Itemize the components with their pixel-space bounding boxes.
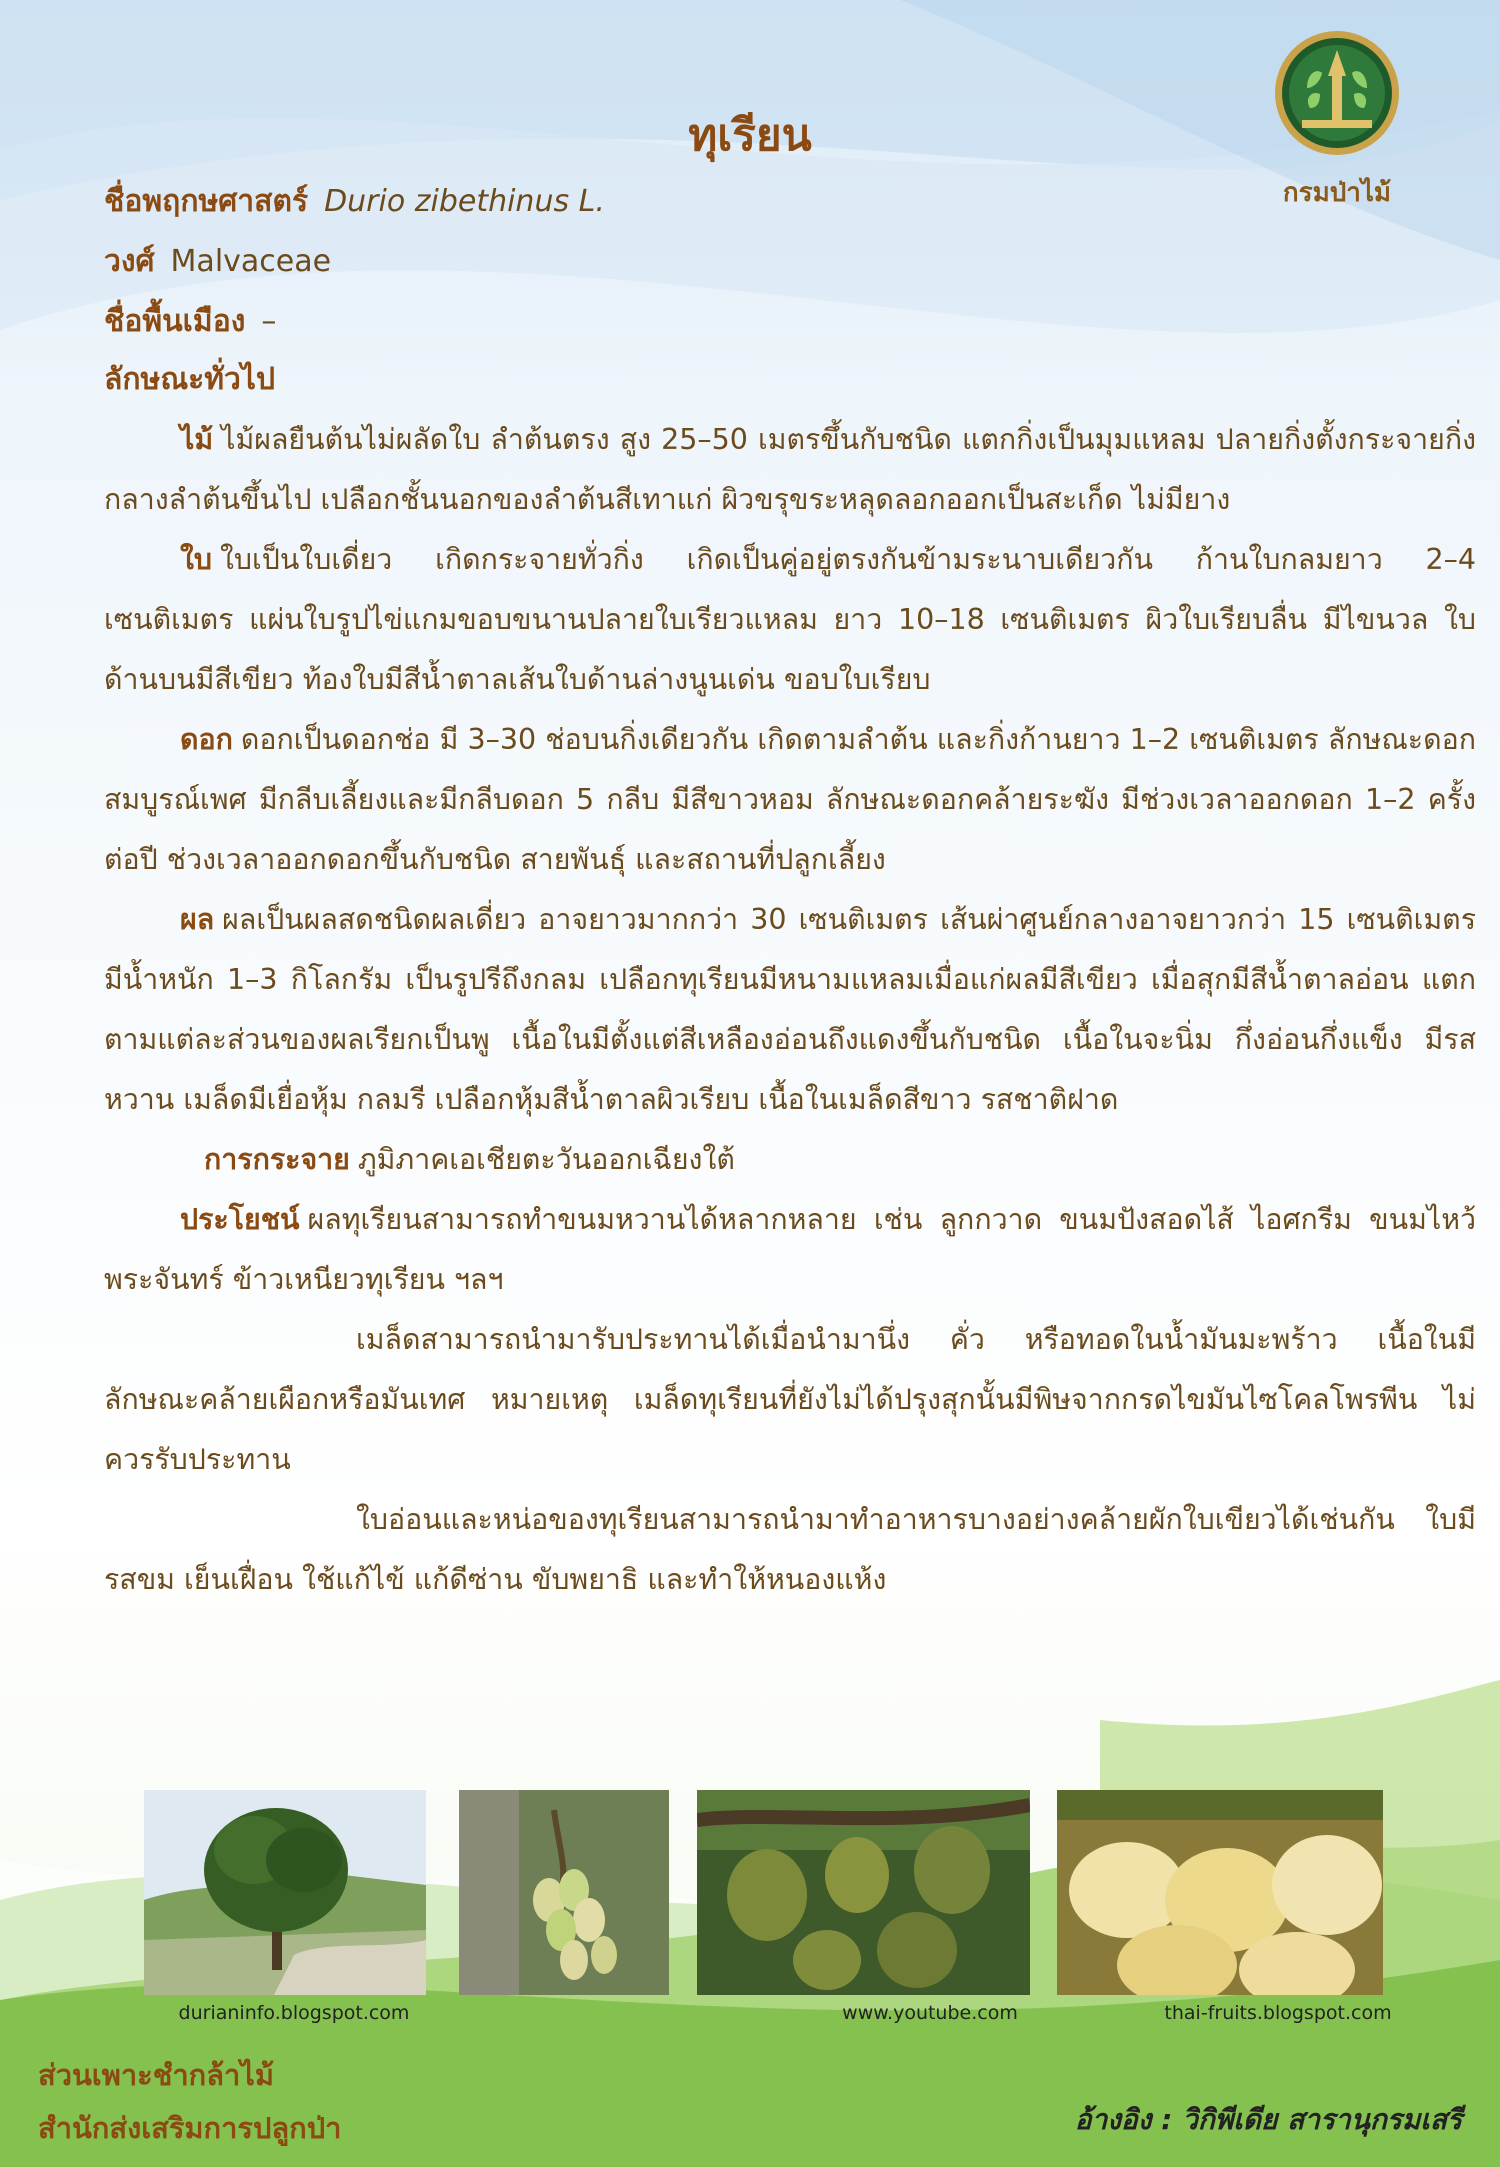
photo-credit-3: thai-fruits.blogspot.com [1164,2002,1392,2024]
section-text: ผลเป็นผลสดชนิดผลเดี่ยว อาจยาวมากกว่า 30 เซนติเมตร เส้นผ่าศูนย์กลางอาจยาวกว่า 15 เซนติเมตร มีน้ำหนัก 1–3 กิโลกรัม เป็นรูปรีถึงกลม เปลือกทุเรียนมีหนามแหลมเมื่อแก่ผลมีสีเขียว เมื่อสุกมีสีน้ำตาลอ่อน แตกตามแต่ละส่วนของผลเรียกเป็นพู เนื้อในมีตั้งแต่สีเหลืองอ่อนถึงแดงขึ้นกับชนิด เนื้อในจะนิ่ม กึ่งอ่อนกึ่งแข็ง มีรสหวาน เมล็ดมีเยื่อหุ้ม กลมรี เปลือกหุ้มสีน้ำตาลผิวเรียบ เนื้อในเมล็ดสีขาว รสชาติฝาด [104,903,1476,1116]
local-name-value: – [261,304,277,339]
section-text: เมล็ดสามารถนำมารับประทานได้เมื่อนำมานึ่ง คั่ว หรือทอดในน้ำมันมะพร้าว เนื้อในมีลักษณะคล้ายเผือกหรือมันเทศ หมายเหตุ เมล็ดทุเรียนที่ยังไม่ได้ปรุงสุกนั้นมีพิษจากกรดไขมันไซโคลโพรพีน ไม่ควรรับประทาน [104,1323,1476,1476]
section-uses-seeds [104,1310,1476,1490]
scientific-name-row [104,178,605,225]
section-uses [104,1190,1476,1310]
section-fruit [104,890,1476,1130]
photo-credit-2: www.youtube.com [842,2002,1018,2024]
section-lead: ผล [180,903,215,936]
section-lead: ใบ [180,543,213,576]
durian-flesh-photo [1057,1790,1383,1995]
section-text: ภูมิภาคเอเชียตะวันออกเฉียงใต้ [357,1143,735,1176]
local-name-row [104,298,276,345]
durian-flower-photo [459,1790,669,1995]
section-text: ผลทุเรียนสามารถทำขนมหวานได้หลากหลาย เช่น ลูกกวาด ขนมปังสอดไส้ ไอศกรีม ขนมไหว้พระจันทร์ ข้าวเหนียวทุเรียน ฯลฯ [104,1203,1476,1296]
durian-tree-photo [144,1790,426,1995]
local-name-label: ชื่อพื้นเมือง [104,304,246,339]
section-text: ไม้ผลยืนต้นไม่ผลัดใบ ลำต้นตรง สูง 25–50 เมตรขึ้นกับชนิด แตกกิ่งเป็นมุมแหลม ปลายกิ่งตั้งกระจายกิ่งกลางลำต้นขึ้นไป เปลือกชั้นนอกของลำต้นสีเทาแก่ ผิวขรุขระหลุดลอกออกเป็นสะเก็ด ไม่มียาง [104,423,1476,516]
section-uses-leaves [104,1490,1476,1610]
scientific-name-label: ชื่อพฤกษศาสตร์ [104,184,309,219]
durian-fruit-on-tree-photo [697,1790,1030,1995]
family-value: Malvaceae [170,244,332,279]
photo-credit-1: durianinfo.blogspot.com [178,2002,410,2024]
section-lead: ดอก [180,723,233,756]
family-row [104,238,331,285]
reference-note: อ้างอิง : วิกิพีเดีย สารานุกรมเสรี [1074,2103,1462,2136]
section-text: ใบอ่อนและหน่อของทุเรียนสามารถนำมาทำอาหารบางอย่างคล้ายผักใบเขียวได้เช่นกัน ใบมีรสขม เย็นเฝื่อน ใช้แก้ไข้ แก้ดีซ่าน ขับพยาธิ และทำให้หนองแห้ง [104,1503,1476,1596]
section-leaf [104,530,1476,710]
section-flower [104,710,1476,890]
family-label: วงศ์ [104,244,155,279]
org-line-2: สำนักส่งเสริมการปลูกป่า [38,2111,342,2145]
general-characteristics-heading: ลักษณะทั่วไป [104,362,276,397]
section-lead: ประโยชน์ [180,1203,300,1236]
section-distribution [104,1130,1476,1190]
scientific-name-value: Durio zibethinus L. [324,184,605,219]
page-title: ทุเรียน [688,110,812,161]
org-line-1: ส่วนเพาะชำกล้าไม้ [38,2058,274,2092]
general-heading-row [104,356,275,403]
section-text: ใบเป็นใบเดี่ยว เกิดกระจายทั่วกิ่ง เกิดเป็นคู่อยู่ตรงกันข้ามระนาบเดียวกัน ก้านใบกลมยาว 2–4 เซนติเมตร แผ่นใบรูปไข่แกมขอบขนานปลายใบเรียวแหลม ยาว 10–18 เซนติเมตร ผิวใบเรียบลื่น มีไขนวล ใบด้านบนมีสีเขียว ท้องใบมีสีน้ำตาลเส้นใบด้านล่างนูนเด่น ขอบใบเรียบ [104,543,1476,696]
logo-caption: กรมป่าไม้ [1282,178,1392,208]
description-body [104,410,1476,1610]
section-lead: ไม้ [180,423,214,456]
section-trunk [104,410,1476,530]
section-text: ดอกเป็นดอกช่อ มี 3–30 ช่อบนกิ่งเดียวกัน เกิดตามลำต้น และกิ่งก้านยาว 1–2 เซนติเมตร ลักษณะดอกสมบูรณ์เพศ มีกลีบเลี้ยงและมีกลีบดอก 5 กลีบ มีสีขาวหอม ลักษณะดอกคล้ายระฆัง มีช่วงเวลาออกดอก 1–2 ครั้งต่อปี ช่วงเวลาออกดอกขึ้นกับชนิด สายพันธุ์ และสถานที่ปลูกเลี้ยง [104,723,1476,876]
section-lead: การกระจาย [204,1143,350,1176]
